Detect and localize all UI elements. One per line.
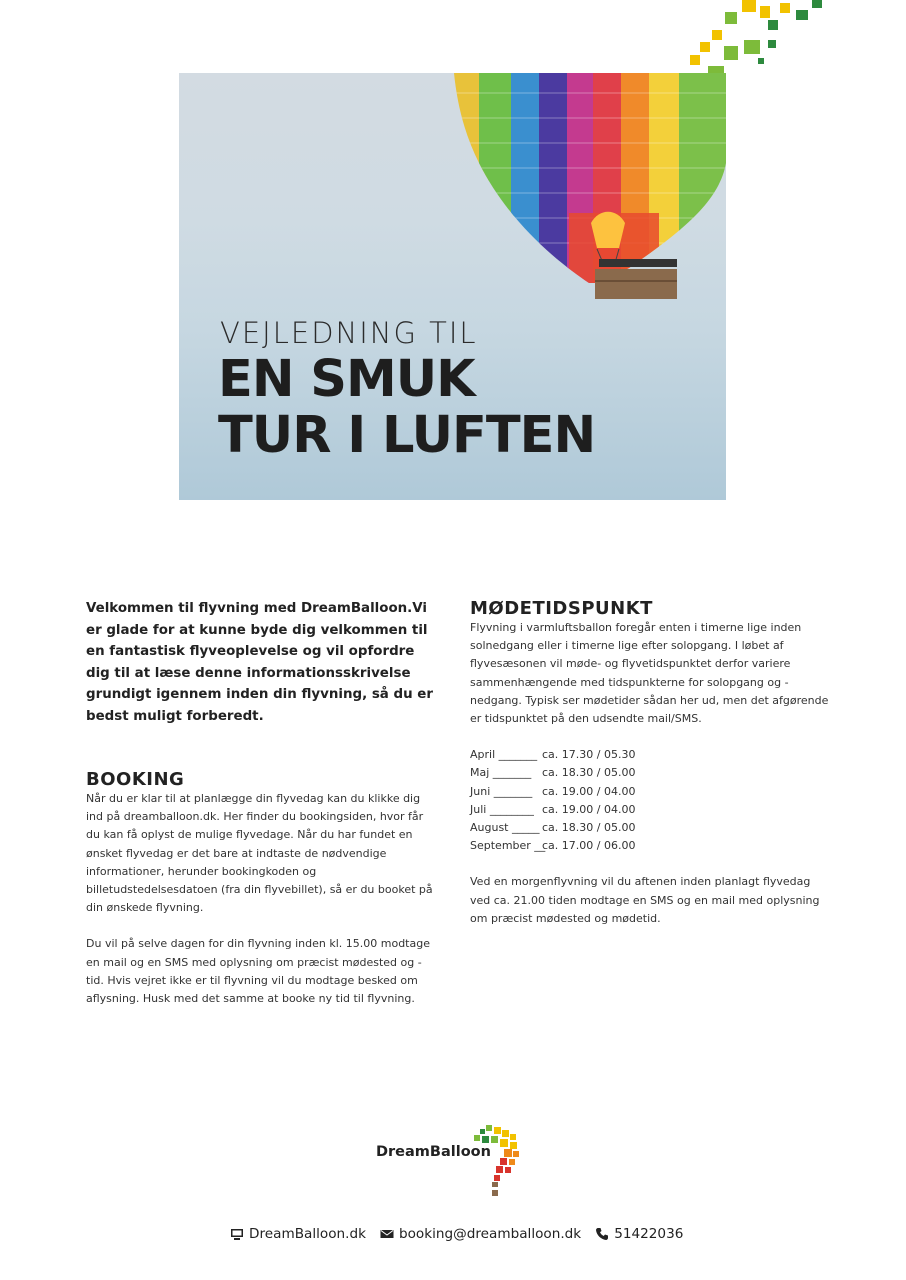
hero-title <box>218 352 595 464</box>
meeting-paragraph-1: Flyvning i varmluftsballon foregår enten i timerne lige inden solnedgang eller i timerne lige efter solopgang. I løbet af flyvesæsonen vil møde- og flyvetidspunktet derfor variere sammenhængende med tidspunkterne for solopgang og -nedgang. Typisk ser mødetider sådan her ud, men det afgørende er tidspunktet på den udsendte mail/SMS. <box>470 621 829 726</box>
computer-icon <box>230 1227 244 1241</box>
contact-bar <box>230 1226 683 1242</box>
meeting-time-month: April _______ <box>470 748 538 762</box>
website-contact[interactable] <box>230 1226 366 1242</box>
booking-paragraph-2: Du vil på selve dagen for din flyvning inden kl. 15.00 modtage en mail og en SMS med oplysning om præcist mødested og -tid. Hvis vejret ikke er til flyvning vil du modtage besked om aflysning. Husk med det samme at booke ny tid til flyvning. <box>86 937 430 1006</box>
meeting-time-value: ca. 19.00 / 04.00 <box>542 784 636 798</box>
meeting-time-value: ca. 19.00 / 04.00 <box>542 802 636 816</box>
hero-subtitle: VEJLEDNING TIL <box>220 316 478 350</box>
logo-pixel-balloon-icon <box>376 1125 536 1200</box>
meeting-time-row <box>470 837 830 855</box>
left-column <box>86 598 438 1008</box>
meeting-time-value: ca. 17.30 / 05.30 <box>542 748 636 762</box>
meeting-time-value: ca. 18.30 / 05.00 <box>542 821 636 835</box>
email-link[interactable]: booking@dreamballoon.dk <box>398 1226 582 1242</box>
mail-icon <box>380 1227 394 1241</box>
meeting-time-month: August _____ <box>470 821 540 835</box>
meeting-time-month: Maj _______ <box>470 766 532 780</box>
meeting-time-row <box>470 764 830 782</box>
meeting-time-value: ca. 17.00 / 06.00 <box>542 839 636 853</box>
meeting-time-row <box>470 819 830 837</box>
meeting-time-month: Juli ________ <box>470 802 534 816</box>
dreamballoon-logo <box>376 1125 536 1200</box>
meeting-time-row <box>470 746 830 764</box>
meeting-paragraph-2: Ved en morgenflyvning vil du aftenen inden planlagt flyvedag ved ca. 21.00 tiden modtage en SMS og en mail med oplysning om præcist mødested og mødetid. <box>470 875 820 925</box>
right-column <box>470 598 830 928</box>
booking-heading: BOOKING <box>86 769 185 790</box>
phone-contact[interactable] <box>595 1226 683 1242</box>
meeting-times-list <box>470 746 830 855</box>
logo-text: DreamBalloon <box>376 1144 491 1160</box>
intro-text: Velkommen til flyvning med DreamBalloon.Vi er glade for at kunne byde dig velkommen til en fantastisk flyveoplevelse og vil opfordre dig til at læse denne informationsskrivelse grundigt igennem inden din flyvning, så du er bedst muligt forberedt. <box>86 601 433 724</box>
hero-title-line-1: EN SMUK <box>218 350 475 409</box>
meeting-time-month: Juni _______ <box>470 784 533 798</box>
meeting-time-month: September __ <box>470 839 546 853</box>
booking-paragraph-1: Når du er klar til at planlægge din flyvedag kan du klikke dig ind på dreamballoon.dk. Her finder du bookingsiden, hvor får du kan få oplyst de mulige flyvedage. Når du har fundet en ønsket flyvedag er det bare at indtaste de nødvendige informationer, herunder bookingkoden og billetudstedelsesdatoen (fra din flyvebillet), så er du booket på din ønskede flyvning. <box>86 792 433 915</box>
meeting-time-row <box>470 783 830 801</box>
phone-number[interactable]: 51422036 <box>614 1226 684 1242</box>
meeting-time-row <box>470 801 830 819</box>
meeting-time-value: ca. 18.30 / 05.00 <box>542 766 636 780</box>
email-contact[interactable] <box>380 1226 581 1242</box>
hero-banner <box>179 73 726 500</box>
meeting-heading: MØDETIDSPUNKT <box>470 598 653 619</box>
hero-title-line-2: TUR I LUFTEN <box>218 406 596 465</box>
website-link[interactable]: DreamBalloon.dk <box>249 1226 366 1242</box>
phone-icon <box>595 1227 609 1241</box>
